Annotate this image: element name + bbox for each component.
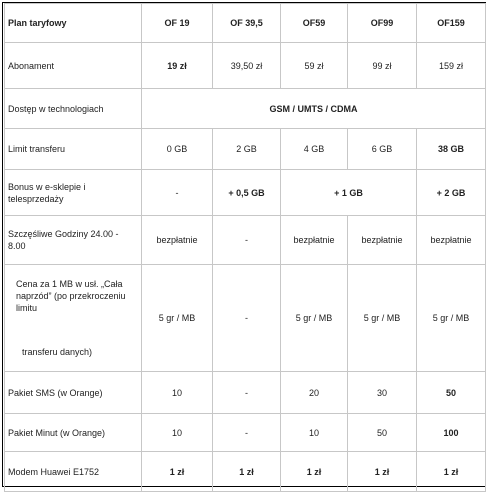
table-row-cena [5,265,486,372]
header-plan-of159: OF159 [417,4,486,43]
row-label: Abonament [5,43,142,89]
table-row-modem [5,452,486,492]
cell-value: 1 zł [281,452,348,492]
cell-value: 1 zł [213,452,281,492]
cell-value: - [213,216,281,265]
cell-value: 1 zł [348,452,417,492]
header-plan-of19: OF 19 [142,4,213,43]
cell-value: 5 gr / MB [417,265,486,372]
cell-value: 2 GB [213,129,281,170]
cell-value: 5 gr / MB [142,265,213,372]
table-row-sms [5,372,486,414]
cell-value: 20 [281,372,348,414]
header-plan-of395: OF 39,5 [213,4,281,43]
cell-value: + 2 GB [417,170,486,216]
row-label [5,265,142,372]
row-label: Limit transferu [5,129,142,170]
table-row-limit [5,129,486,170]
table-row-godziny [5,216,486,265]
row-label: Pakiet SMS (w Orange) [5,372,142,414]
row-label: Pakiet Minut (w Orange) [5,414,142,452]
cell-value: + 1 GB [281,170,417,216]
header-plan-of99: OF99 [348,4,417,43]
cell-value: 1 zł [142,452,213,492]
tariff-table [4,3,486,492]
cell-value: 5 gr / MB [281,265,348,372]
cell-value: 159 zł [417,43,486,89]
cell-value: 99 zł [348,43,417,89]
cell-value: 100 [417,414,486,452]
table-row-abonament [5,43,486,89]
table-row-minuty [5,414,486,452]
cell-value: - [213,414,281,452]
cell-value: bezpłatnie [348,216,417,265]
cell-value: bezpłatnie [417,216,486,265]
cell-value: GSM / UMTS / CDMA [142,89,486,129]
cell-value: - [142,170,213,216]
cell-value: 10 [142,372,213,414]
cell-value: 5 gr / MB [348,265,417,372]
cell-value: 19 zł [142,43,213,89]
header-plan-label: Plan taryfowy [5,4,142,43]
cell-value: bezpłatnie [142,216,213,265]
row-label-part1: Cena za 1 MB w usł. „Cała naprzód” (po przekroczeniu limitu [16,279,126,313]
cell-value: + 0,5 GB [213,170,281,216]
cell-value: 50 [348,414,417,452]
row-label: Bonus w e-sklepie i telesprzedaży [5,170,142,216]
header-plan-of59: OF59 [281,4,348,43]
cell-value: 30 [348,372,417,414]
row-label: Modem Huawei E1752 [5,452,142,492]
table-row-dostep [5,89,486,129]
table-row-bonus [5,170,486,216]
row-label: Szczęśliwe Godziny 24.00 - 8.00 [5,216,142,265]
row-label: Dostęp w technologiach [5,89,142,129]
table-header-row [5,4,486,43]
cell-value: 39,50 zł [213,43,281,89]
cell-value: 1 zł [417,452,486,492]
cell-value: 0 GB [142,129,213,170]
cell-value: 6 GB [348,129,417,170]
row-label-part2: transferu danych) [22,347,93,357]
cell-value: - [213,265,281,372]
cell-value: bezpłatnie [281,216,348,265]
cell-value: 4 GB [281,129,348,170]
cell-value: 38 GB [417,129,486,170]
cell-value: 10 [281,414,348,452]
cell-value: 10 [142,414,213,452]
cell-value: 59 zł [281,43,348,89]
cell-value: - [213,372,281,414]
cell-value: 50 [417,372,486,414]
